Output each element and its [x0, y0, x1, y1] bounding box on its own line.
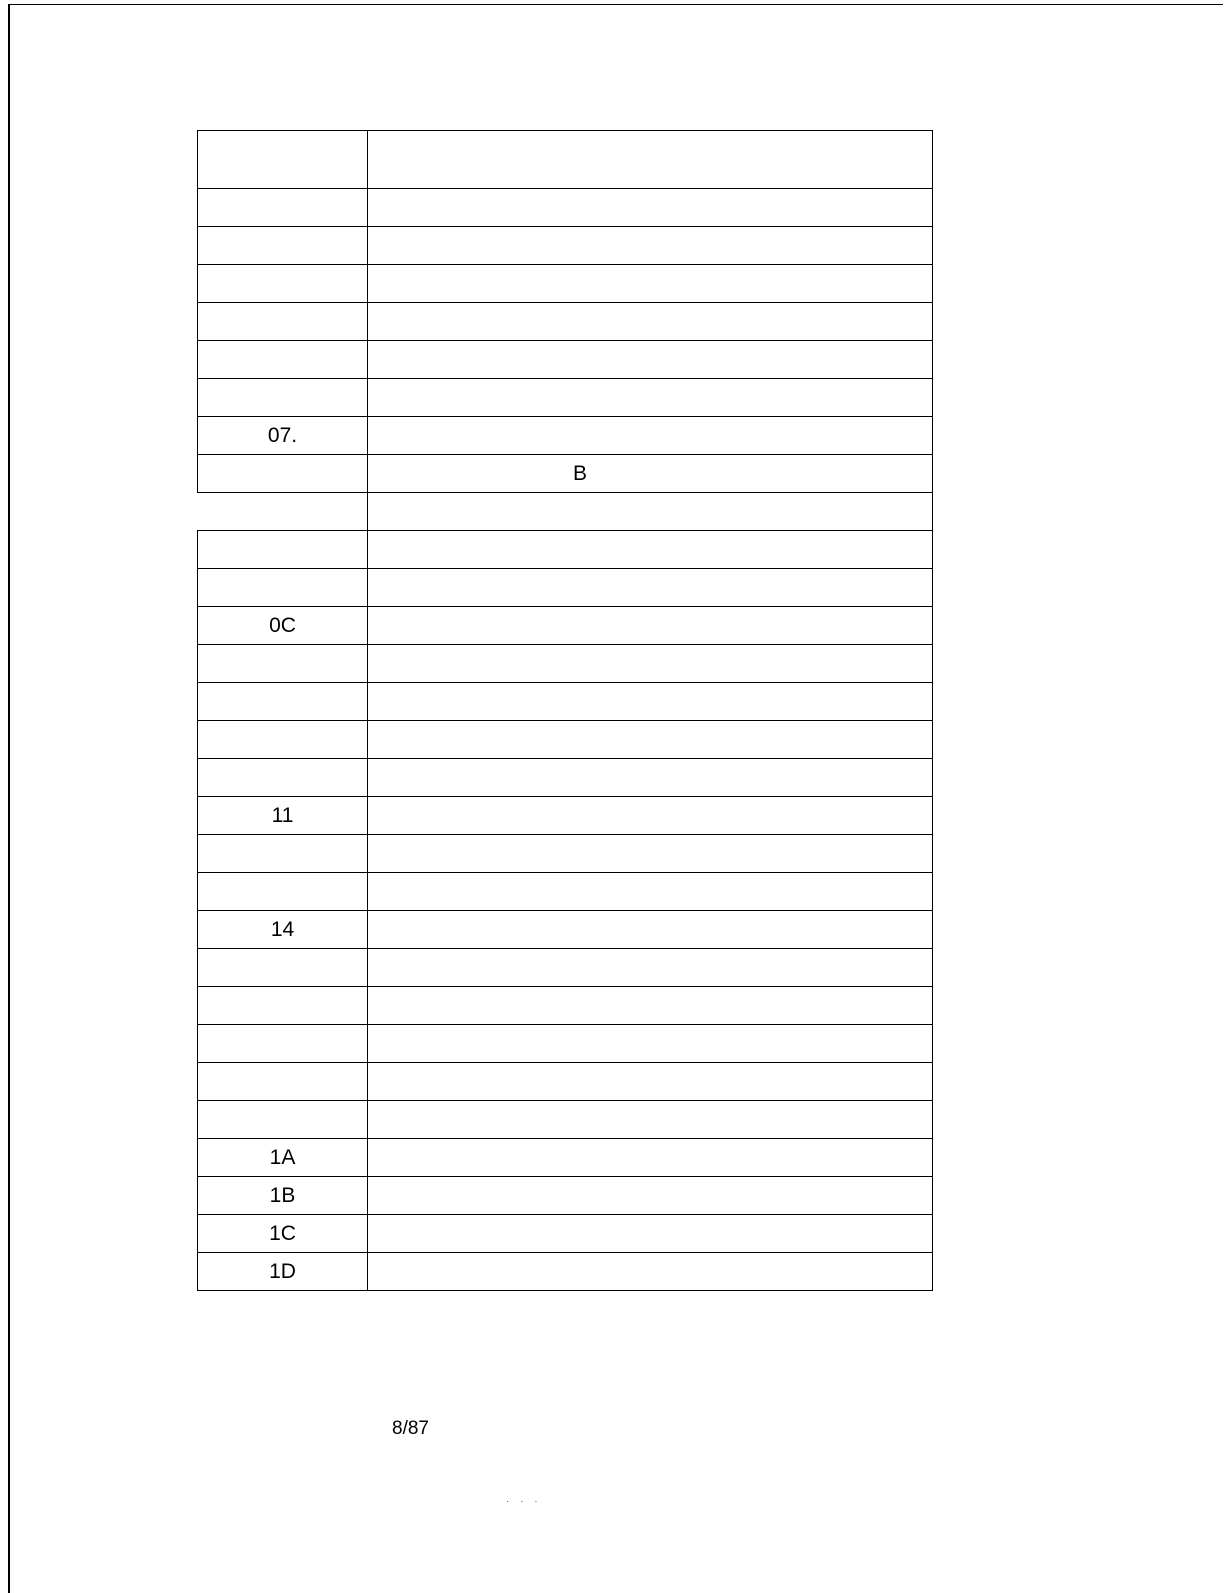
table-row [198, 1101, 933, 1139]
description-cell [368, 1101, 933, 1139]
table-row [198, 949, 933, 987]
description-cell [368, 569, 933, 607]
code-cell [198, 987, 368, 1025]
scan-specks: · · · [506, 1496, 542, 1507]
table-row [198, 911, 933, 949]
code-cell [198, 531, 368, 569]
table-row [198, 721, 933, 759]
description-cell: B [368, 455, 933, 493]
table-row [198, 1177, 933, 1215]
top-border-rule [8, 4, 1223, 5]
code-cell: 1B [198, 1177, 368, 1215]
description-cell [368, 1063, 933, 1101]
table-row [198, 873, 933, 911]
table-row [198, 1139, 933, 1177]
code-cell: 07. [198, 417, 368, 455]
code-cell: 1D [198, 1253, 368, 1291]
code-cell [198, 1025, 368, 1063]
description-cell [368, 1253, 933, 1291]
table-row [198, 1063, 933, 1101]
code-cell [198, 341, 368, 379]
code-cell [198, 303, 368, 341]
description-cell [368, 835, 933, 873]
left-border-rule [8, 4, 10, 1593]
code-cell [198, 1063, 368, 1101]
description-cell [368, 645, 933, 683]
table-row [198, 569, 933, 607]
table-row [198, 1253, 933, 1291]
description-cell [368, 227, 933, 265]
code-cell [198, 683, 368, 721]
table-row [198, 987, 933, 1025]
description-cell [368, 341, 933, 379]
table-row [198, 417, 933, 455]
description-cell [368, 493, 933, 531]
code-cell [198, 227, 368, 265]
code-table-body [198, 131, 933, 1291]
table-row [198, 607, 933, 645]
description-cell [368, 1025, 933, 1063]
table-row [198, 797, 933, 835]
description-cell [368, 531, 933, 569]
table-row [198, 683, 933, 721]
code-cell: 14 [198, 911, 368, 949]
description-cell [368, 949, 933, 987]
table-row [198, 1215, 933, 1253]
code-cell [198, 873, 368, 911]
table-row [198, 379, 933, 417]
code-cell [198, 645, 368, 683]
description-cell [368, 873, 933, 911]
description-cell [368, 303, 933, 341]
description-cell [368, 265, 933, 303]
table-row [198, 835, 933, 873]
footer-date: 8/87 [392, 1418, 429, 1439]
code-cell [198, 759, 368, 797]
code-cell [198, 721, 368, 759]
code-cell: 0C [198, 607, 368, 645]
description-cell [368, 131, 933, 189]
code-cell [198, 189, 368, 227]
description-cell [368, 911, 933, 949]
table-row [198, 303, 933, 341]
description-cell [368, 797, 933, 835]
table-row [198, 131, 933, 189]
code-cell [198, 1101, 368, 1139]
code-cell: 1C [198, 1215, 368, 1253]
code-cell [198, 455, 368, 493]
description-cell [368, 1139, 933, 1177]
description-cell [368, 721, 933, 759]
table-row [198, 645, 933, 683]
description-cell [368, 189, 933, 227]
code-cell [198, 379, 368, 417]
description-cell [368, 607, 933, 645]
code-cell: 1A [198, 1139, 368, 1177]
table-row [198, 493, 933, 531]
table-row [198, 531, 933, 569]
code-table [197, 130, 933, 1291]
table-row [198, 189, 933, 227]
description-cell [368, 379, 933, 417]
description-cell [368, 1215, 933, 1253]
table-row [198, 227, 933, 265]
description-cell [368, 683, 933, 721]
table-row [198, 759, 933, 797]
table-row [198, 265, 933, 303]
code-cell [198, 265, 368, 303]
code-cell [198, 493, 368, 531]
code-cell: 11 [198, 797, 368, 835]
code-cell [198, 949, 368, 987]
code-cell [198, 131, 368, 189]
table-row [198, 1025, 933, 1063]
table-row [198, 341, 933, 379]
description-cell [368, 1177, 933, 1215]
table-row [198, 455, 933, 493]
code-cell [198, 569, 368, 607]
description-cell [368, 759, 933, 797]
description-cell [368, 417, 933, 455]
code-cell [198, 835, 368, 873]
description-cell [368, 987, 933, 1025]
